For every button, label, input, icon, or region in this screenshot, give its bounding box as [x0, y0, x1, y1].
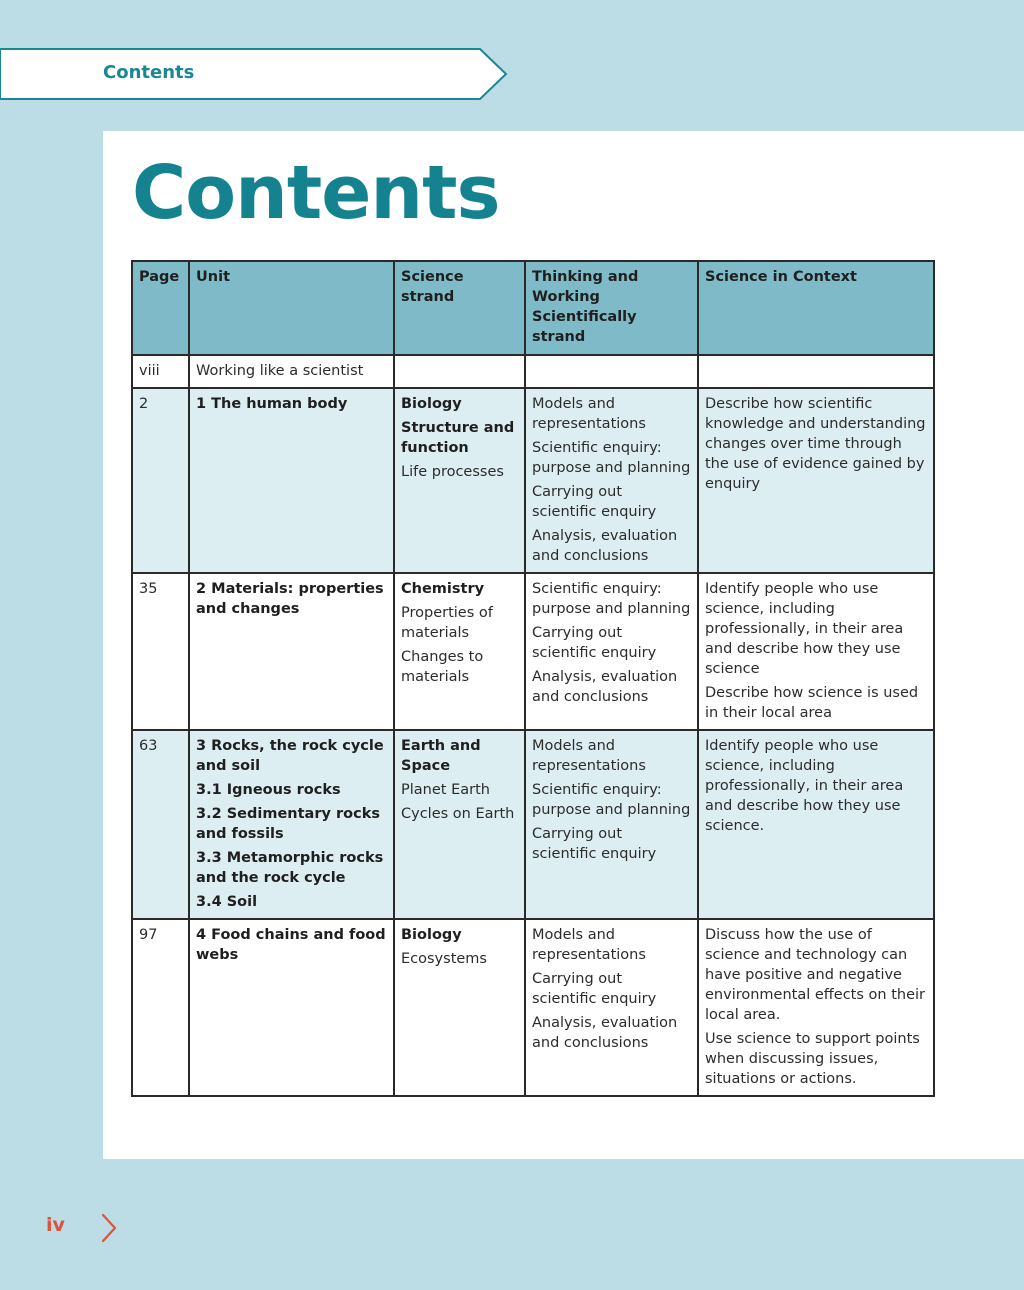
strand-item: Planet Earth	[401, 782, 490, 798]
context-item: Discuss how the use of science and technology can have positive and negative environmental effects on their local area.	[705, 927, 925, 1023]
strand-title: Chemistry	[401, 581, 485, 597]
header-twss-strand: Thinking and Working Scientifically strand	[525, 261, 698, 355]
cell-twss	[525, 730, 698, 919]
page-number: iv	[46, 1214, 65, 1236]
strand-title: Biology	[401, 396, 462, 412]
strand-item: Ecosystems	[401, 951, 487, 967]
twss-item: Carrying out scientific enquiry	[532, 625, 657, 661]
twss-item: Analysis, evaluation and conclusions	[532, 528, 678, 564]
unit-title: 3.4 Soil	[196, 894, 258, 910]
table-row	[132, 919, 934, 1096]
context-item: Describe how scientific knowledge and understanding changes over time through the use of evidence gained by enquiry	[705, 396, 926, 492]
cell-page: 2	[132, 388, 189, 573]
section-banner	[0, 48, 508, 100]
context-item: Identify people who use science, including professionally, in their area and describe how they use science	[705, 581, 904, 677]
header-page: Page	[132, 261, 189, 355]
unit-title: 4 Food chains and food webs	[196, 927, 386, 963]
table-row	[132, 355, 934, 388]
twss-item: Models and representations	[532, 396, 646, 432]
cell-strand	[394, 355, 525, 388]
table-header-row	[132, 261, 934, 355]
strand-item: Cycles on Earth	[401, 806, 515, 822]
strand-item: Properties of materials	[401, 605, 493, 641]
cell-strand	[394, 919, 525, 1096]
unit-title: 3.1 Igneous rocks	[196, 782, 341, 798]
cell-page: 97	[132, 919, 189, 1096]
cell-page: 63	[132, 730, 189, 919]
header-science-strand: Science strand	[394, 261, 525, 355]
cell-twss	[525, 355, 698, 388]
cell-twss	[525, 573, 698, 730]
banner-label: Contents	[103, 62, 195, 83]
twss-item: Models and representations	[532, 738, 646, 774]
strand-item: Structure and function	[401, 420, 515, 456]
context-item: Describe how science is used in their local area	[705, 685, 919, 721]
context-item: Identify people who use science, including professionally, in their area and describe how they use science.	[705, 738, 904, 834]
twss-item: Carrying out scientific enquiry	[532, 826, 657, 862]
cell-unit	[189, 573, 394, 730]
contents-table	[131, 260, 935, 1097]
cell-context	[698, 355, 934, 388]
cell-page: 35	[132, 573, 189, 730]
cell-context	[698, 388, 934, 573]
twss-item: Carrying out scientific enquiry	[532, 971, 657, 1007]
table-row	[132, 388, 934, 573]
cell-twss	[525, 388, 698, 573]
cell-unit	[189, 730, 394, 919]
twss-item: Models and representations	[532, 927, 646, 963]
strand-title: Biology	[401, 927, 462, 943]
twss-item: Scientific enquiry: purpose and planning	[532, 581, 691, 617]
strand-item: Changes to materials	[401, 649, 484, 685]
table-row	[132, 573, 934, 730]
unit-title: 3.3 Metamorphic rocks and the rock cycle	[196, 850, 384, 886]
twss-item: Analysis, evaluation and conclusions	[532, 1015, 678, 1051]
header-unit: Unit	[189, 261, 394, 355]
chevron-right-icon	[99, 1212, 119, 1244]
unit-title: 3.2 Sedimentary rocks and fossils	[196, 806, 380, 842]
twss-item: Carrying out scientific enquiry	[532, 484, 657, 520]
context-item: Use science to support points when discussing issues, situations or actions.	[705, 1031, 920, 1087]
strand-title: Earth and Space	[401, 738, 481, 774]
strand-item: Life processes	[401, 464, 504, 480]
page-title: Contents	[132, 150, 500, 236]
unit-title: 3 Rocks, the rock cycle and soil	[196, 738, 384, 774]
cell-context	[698, 730, 934, 919]
cell-unit: Working like a scientist	[189, 355, 394, 388]
cell-strand	[394, 388, 525, 573]
cell-strand	[394, 730, 525, 919]
unit-title: 2 Materials: properties and changes	[196, 581, 384, 617]
twss-item: Scientific enquiry: purpose and planning	[532, 782, 691, 818]
cell-page: viii	[132, 355, 189, 388]
table-row	[132, 730, 934, 919]
cell-strand	[394, 573, 525, 730]
cell-context	[698, 919, 934, 1096]
twss-item: Analysis, evaluation and conclusions	[532, 669, 678, 705]
cell-unit	[189, 919, 394, 1096]
header-science-in-context: Science in Context	[698, 261, 934, 355]
cell-unit	[189, 388, 394, 573]
cell-context	[698, 573, 934, 730]
banner-arrow-shape	[0, 48, 508, 100]
unit-title: 1 The human body	[196, 396, 348, 412]
cell-twss	[525, 919, 698, 1096]
twss-item: Scientific enquiry: purpose and planning	[532, 440, 691, 476]
